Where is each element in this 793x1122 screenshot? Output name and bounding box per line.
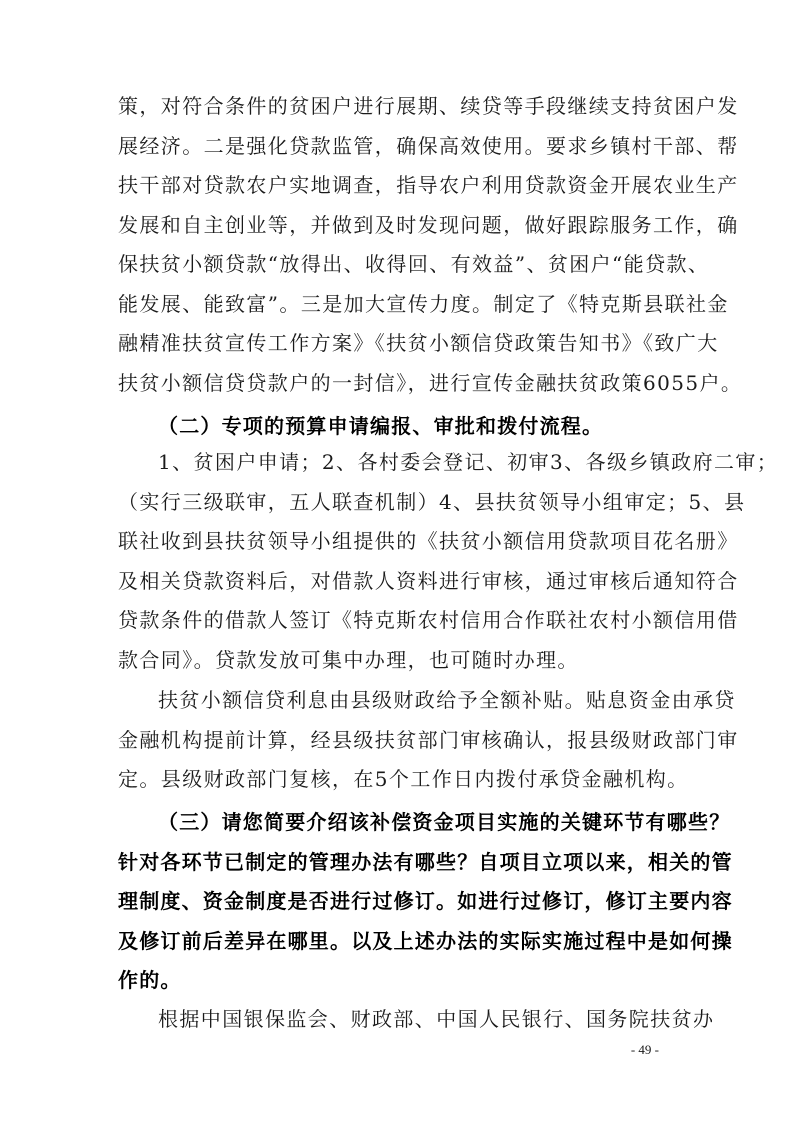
section-heading-line: 及修订前后差异在哪里。以及上述办法的实际实施过程中是如何操 — [118, 929, 733, 953]
paragraph-line: 金融机构提前计算，经县级扶贫部门审核确认，报县级财政部门审 — [118, 728, 739, 752]
section-heading-line: 作的。 — [118, 968, 182, 992]
paragraph-line: 保扶贫小额贷款“放得出、收得回、有效益”、贫困户“能贷款、 — [118, 252, 710, 276]
paragraph-line: 发展和自主创业等，并做到及时发现问题，做好跟踪服务工作，确 — [118, 213, 739, 237]
paragraph-line: 扶贫小额信贷贷款户的一封信》，进行宣传金融扶贫政策6055户。 — [118, 371, 743, 395]
section-heading-line: 理制度、资金制度是否进行过修订。如进行过修订，修订主要内容 — [118, 889, 733, 913]
paragraph-line: 策，对符合条件的贫困户进行展期、续贷等手段继续支持贫困户发 — [118, 94, 739, 118]
paragraph-line: 融精准扶贫宣传工作方案》《扶贫小额信贷政策告知书》《致广大 — [118, 331, 719, 355]
page-number: - 49 - — [630, 1042, 659, 1057]
paragraph-line: （实行三级联审，五人联查机制）4、县扶贫领导小组审定；5、县 — [118, 490, 746, 514]
paragraph-line: 联社收到县扶贫领导小组提供的《扶贫小额信用贷款项目花名册》 — [118, 529, 739, 553]
paragraph-line: 1、贫困户申请；2、各村委会登记、初审3、各级乡镇政府二审； — [158, 450, 779, 474]
paragraph-line: 根据中国银保监会、财政部、中国人民银行、国务院扶贫办 — [158, 1007, 715, 1031]
paragraph-line: 定。县级财政部门复核，在5个工作日内拨付承贷金融机构。 — [118, 767, 689, 791]
section-heading-line: 针对各环节已制定的管理办法有哪些？自项目立项以来，相关的管 — [118, 850, 733, 874]
paragraph-line: 款合同》。贷款发放可集中办理，也可随时办理。 — [118, 648, 579, 672]
section-heading: （三）请您简要介绍该补偿资金项目实施的关键环节有哪些？ — [158, 810, 731, 834]
section-heading: （二）专项的预算申请编报、审批和拨付流程。 — [158, 414, 604, 438]
paragraph-line: 及相关贷款资料后，对借款人资料进行审核，通过审核后通知符合 — [118, 569, 739, 593]
paragraph-line: 扶贫小额信贷利息由县级财政给予全额补贴。贴息资金由承贷 — [158, 688, 736, 712]
paragraph-line: 扶干部对贷款农户实地调查，指导农户利用贷款资金开展农业生产 — [118, 173, 739, 197]
paragraph-line: 展经济。二是强化贷款监管，确保高效使用。要求乡镇村干部、帮 — [118, 134, 739, 158]
paragraph-line: 贷款条件的借款人签订《特克斯农村信用合作联社农村小额信用借 — [118, 608, 739, 632]
paragraph-line: 能发展、能致富”。三是加大宣传力度。制定了《特克斯县联社金 — [118, 292, 729, 316]
